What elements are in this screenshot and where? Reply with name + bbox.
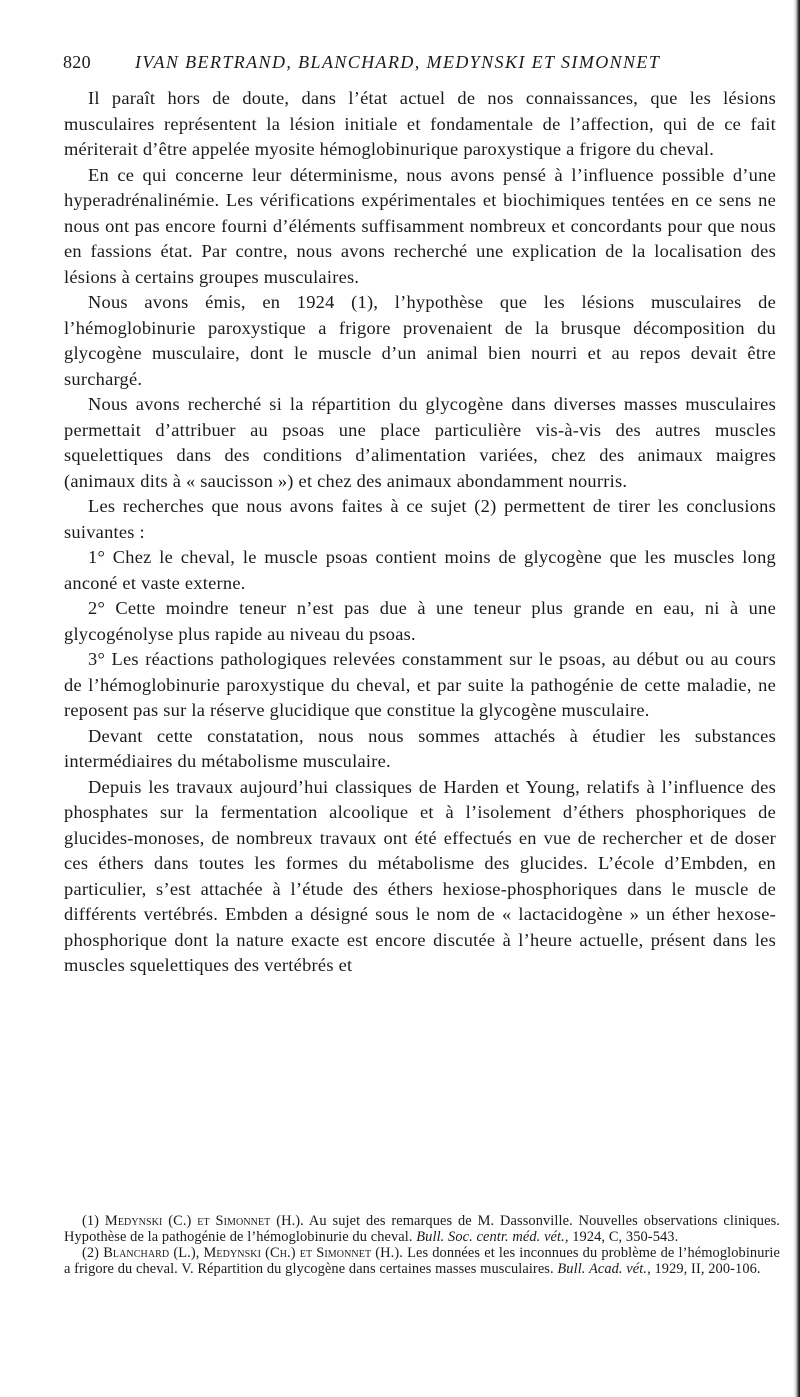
footnotes — [64, 1213, 780, 1277]
paragraph: Les recherches que nous avons faites à ce sujet (2) permettent de tirer les conclusions suivantes : — [64, 496, 776, 542]
footnote-authors: Medynski (C.) et Simonnet (H.). — [104, 1213, 304, 1229]
paragraph: Nous avons émis, en 1924 (1), l’hypothèse que les lésions musculaires de l’hémoglobinurie paroxystique a frigore provenaient de la brusque décomposition du glycogène musculaire, dont le muscle d’un animal bien nourri et au repos devait être surchargé. — [64, 292, 776, 389]
footnote-marker: (2) — [82, 1245, 100, 1261]
footnote-ref: 1929, II, 200-106. — [654, 1261, 761, 1277]
footnote-text: Au sujet des remarques de M. Dassonville. Nouvelles observations cliniques. Hypothèse de la pathogénie de l’hémoglobinurie du cheval. — [64, 1213, 780, 1245]
paragraph: Depuis les travaux aujourd’hui classiques de Harden et Young, relatifs à l’influence des phosphates sur la fermentation alcoolique et à l’isolement d’éthers phosphoriques de glucides-monoses, de nombreux travaux ont été effectués en vue de rechercher et de doser ces éthers dans toutes les formes du métabolisme des glucides. L’école d’Embden, en particulier, s’est attachée à l’étude des éthers hexiose-phosphoriques dans le muscle de différents vertébrés. Embden a désigné sous le nom de « lactacidogène » un éther hexose-phosphorique dont la nature exacte est encore discutée à l’heure actuelle, présent dans les muscles squelettiques des vertébrés et — [64, 776, 776, 975]
paragraph: Devant cette constatation, nous nous sommes attachés à étudier les substances intermédiaires du métabolisme musculaire. — [64, 725, 776, 771]
footnote — [64, 1245, 780, 1277]
body-text — [64, 86, 776, 979]
running-title: IVAN BERTRAND, BLANCHARD, MEDYNSKI ET SIMONNET — [135, 52, 661, 72]
footnote-source: Bull. Acad. vét., — [557, 1261, 651, 1277]
footnote-source: Bull. Soc. centr. méd. vét., — [416, 1229, 569, 1245]
footnote-ref: 1924, C, 350-543. — [572, 1229, 679, 1245]
paragraph: Nous avons recherché si la répartition du glycogène dans diverses masses musculaires permettait d’attribuer au psoas une place particulière vis-à-vis des autres muscles squelettiques dans des conditions d’alimentation variées, chez des animaux maigres (animaux dits à « saucisson ») et chez des animaux abondamment nourris. — [64, 394, 776, 491]
page-number: 820 — [63, 52, 91, 72]
paragraph: 1° Chez le cheval, le muscle psoas contient moins de glycogène que les muscles long anconé et vaste externe. — [64, 547, 776, 593]
paragraph: 3° Les réactions pathologiques relevées constamment sur le psoas, au début ou au cours de l’hémoglobinurie paroxystique du cheval, et par suite la pathogénie de cette maladie, ne reposent pas sur la réserve glucidique que constitue la glycogène musculaire. — [64, 649, 776, 720]
page-binding-edge — [793, 0, 800, 1397]
paragraph: 2° Cette moindre teneur n’est pas due à une teneur plus grande en eau, ni à une glycogénolyse plus rapide au niveau du psoas. — [64, 598, 776, 644]
running-header — [63, 50, 753, 74]
footnote-marker: (1) — [82, 1213, 100, 1229]
footnote-text: Les données et les inconnues du problème de l’hémoglobinurie a frigore du cheval. V. Répartition du glycogène dans certaines masses musculaires. — [64, 1245, 780, 1277]
paragraph: Il paraît hors de doute, dans l’état actuel de nos connaissances, que les lésions musculaires représentent la lésion initiale et fondamentale de l’affection, qui de ce fait mériterait d’être appelée myosite hémoglobinurique paroxystique a frigore du cheval. — [64, 88, 776, 159]
footnote — [64, 1213, 780, 1245]
paragraph: En ce qui concerne leur déterminisme, nous avons pensé à l’influence possible d’une hyperadrénalinémie. Les vérifications expérimentales et biochimiques tentées en ce sens ne nous ont pas encore fourni d’éléments suffisamment nombreux et concordants pour que nous en fassions état. Par contre, nous avons recherché une explication de la localisation des lésions à certains groupes musculaires. — [64, 164, 776, 287]
footnote-authors: Blanchard (L.), Medynski (Ch.) et Simonnet (H.). — [103, 1245, 403, 1261]
